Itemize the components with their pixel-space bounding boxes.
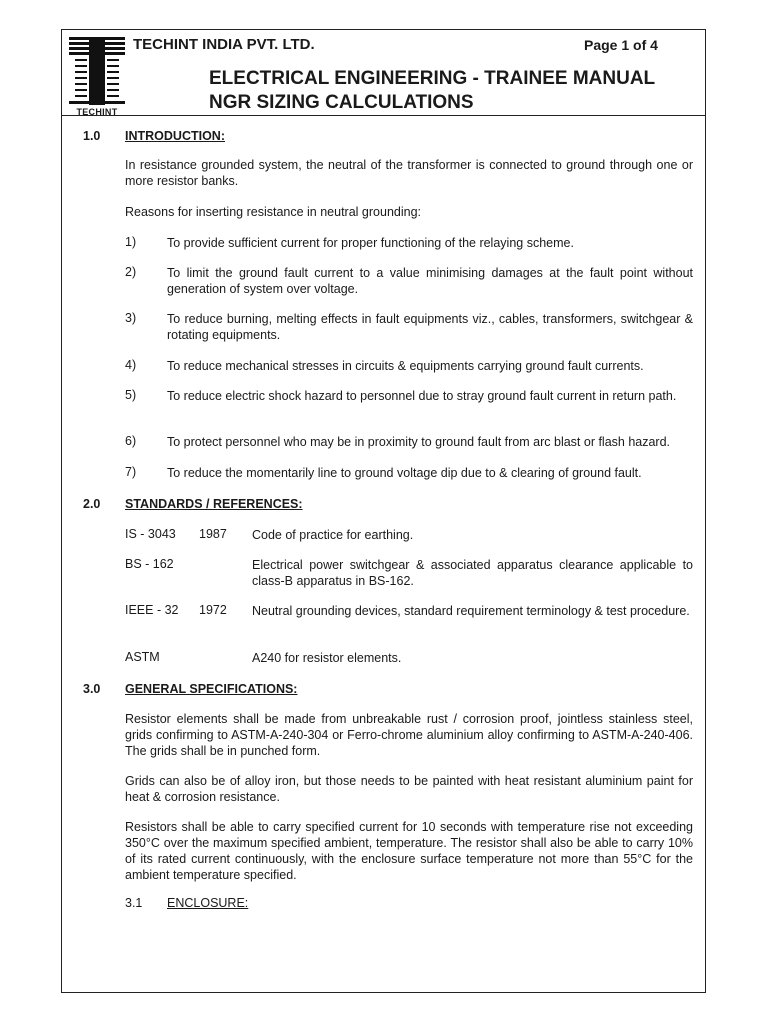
section-number: 2.0 [83,497,101,511]
section-title: GENERAL SPECIFICATIONS: [125,682,298,696]
list-item: To reduce mechanical stresses in circuits & equipments carrying ground fault currents. [167,359,644,373]
reference-code: IEEE - 32 [125,603,179,617]
document-title: ELECTRICAL ENGINEERING - TRAINEE MANUAL [209,68,656,89]
section-title: STANDARDS / REFERENCES: [125,497,303,511]
reference-year: 1972 [199,603,227,617]
paragraph: Grids can also be of alloy iron, but those needs to be painted with heat resistant aluminium paint for heat & corrosion resistance. [125,774,693,804]
reference-description: Code of practice for earthing. [252,528,414,542]
list-item-number: 7) [125,465,137,479]
paragraph: Resistors shall be able to carry specified current for 10 seconds with temperature rise not exceeding 350°C over the maximum specified ambient, temperature. The resistor shall also be able to carry 10% of its rated current continuously, with the enclosure surface temperature not more than 55°C for the ambient temperature specified. [125,820,693,882]
list-item-number: 3) [125,311,137,325]
document-subtitle: NGR SIZING CALCULATIONS [209,92,474,113]
reference-year: 1987 [199,527,227,541]
section-number: 3.0 [83,682,101,696]
list-item-number: 1) [125,235,137,249]
list-item-number: 6) [125,434,137,448]
reference-code: BS - 162 [125,557,174,571]
list-item: To provide sufficient current for proper functioning of the relaying scheme. [167,236,574,250]
section-title: INTRODUCTION: [125,129,225,143]
reference-code: ASTM [125,650,160,664]
reference-code: IS - 3043 [125,527,176,541]
reference-description: Neutral grounding devices, standard requirement terminology & test procedure. [252,604,690,618]
subsection-title: ENCLOSURE: [167,896,249,910]
list-item-number: 5) [125,388,137,402]
list-item: To reduce burning, melting effects in fault equipments viz., cables, transformers, switchgear & rotating equipments. [167,312,693,342]
section-number: 1.0 [83,129,101,143]
techint-logo-icon [67,35,127,115]
reference-description: A240 for resistor elements. [252,651,402,665]
list-item: To reduce the momentarily line to ground voltage dip due to & clearing of ground fault. [167,466,642,480]
list-item-number: 2) [125,265,137,279]
paragraph: Resistor elements shall be made from unbreakable rust / corrosion proof, jointless stainless steel, grids confirming to ASTM-A-240-304 or Ferro-chrome aluminium alloy confirming to ASTM-A-240-406. The grids shall be in punched form. [125,712,693,758]
list-item-number: 4) [125,358,137,372]
logo-wordmark: TECHINT [76,107,118,117]
header-divider [61,115,706,116]
paragraph: In resistance grounded system, the neutral of the transformer is connected to ground through one or more resistor banks. [125,158,693,188]
paragraph: Reasons for inserting resistance in neutral grounding: [125,205,422,219]
list-item: To reduce electric shock hazard to personnel due to stray ground fault current in return path. [167,389,677,403]
reference-description: Electrical power switchgear & associated apparatus clearance applicable to class-B apparatus in BS-162. [252,558,693,588]
subsection-number: 3.1 [125,896,143,910]
page-number: Page 1 of 4 [584,37,658,53]
list-item: To limit the ground fault current to a value minimising damages at the fault point without generation of system over voltage. [167,266,693,296]
list-item: To protect personnel who may be in proximity to ground fault from arc blast or flash hazard. [167,435,671,449]
company-name: TECHINT INDIA PVT. LTD. [133,36,315,53]
